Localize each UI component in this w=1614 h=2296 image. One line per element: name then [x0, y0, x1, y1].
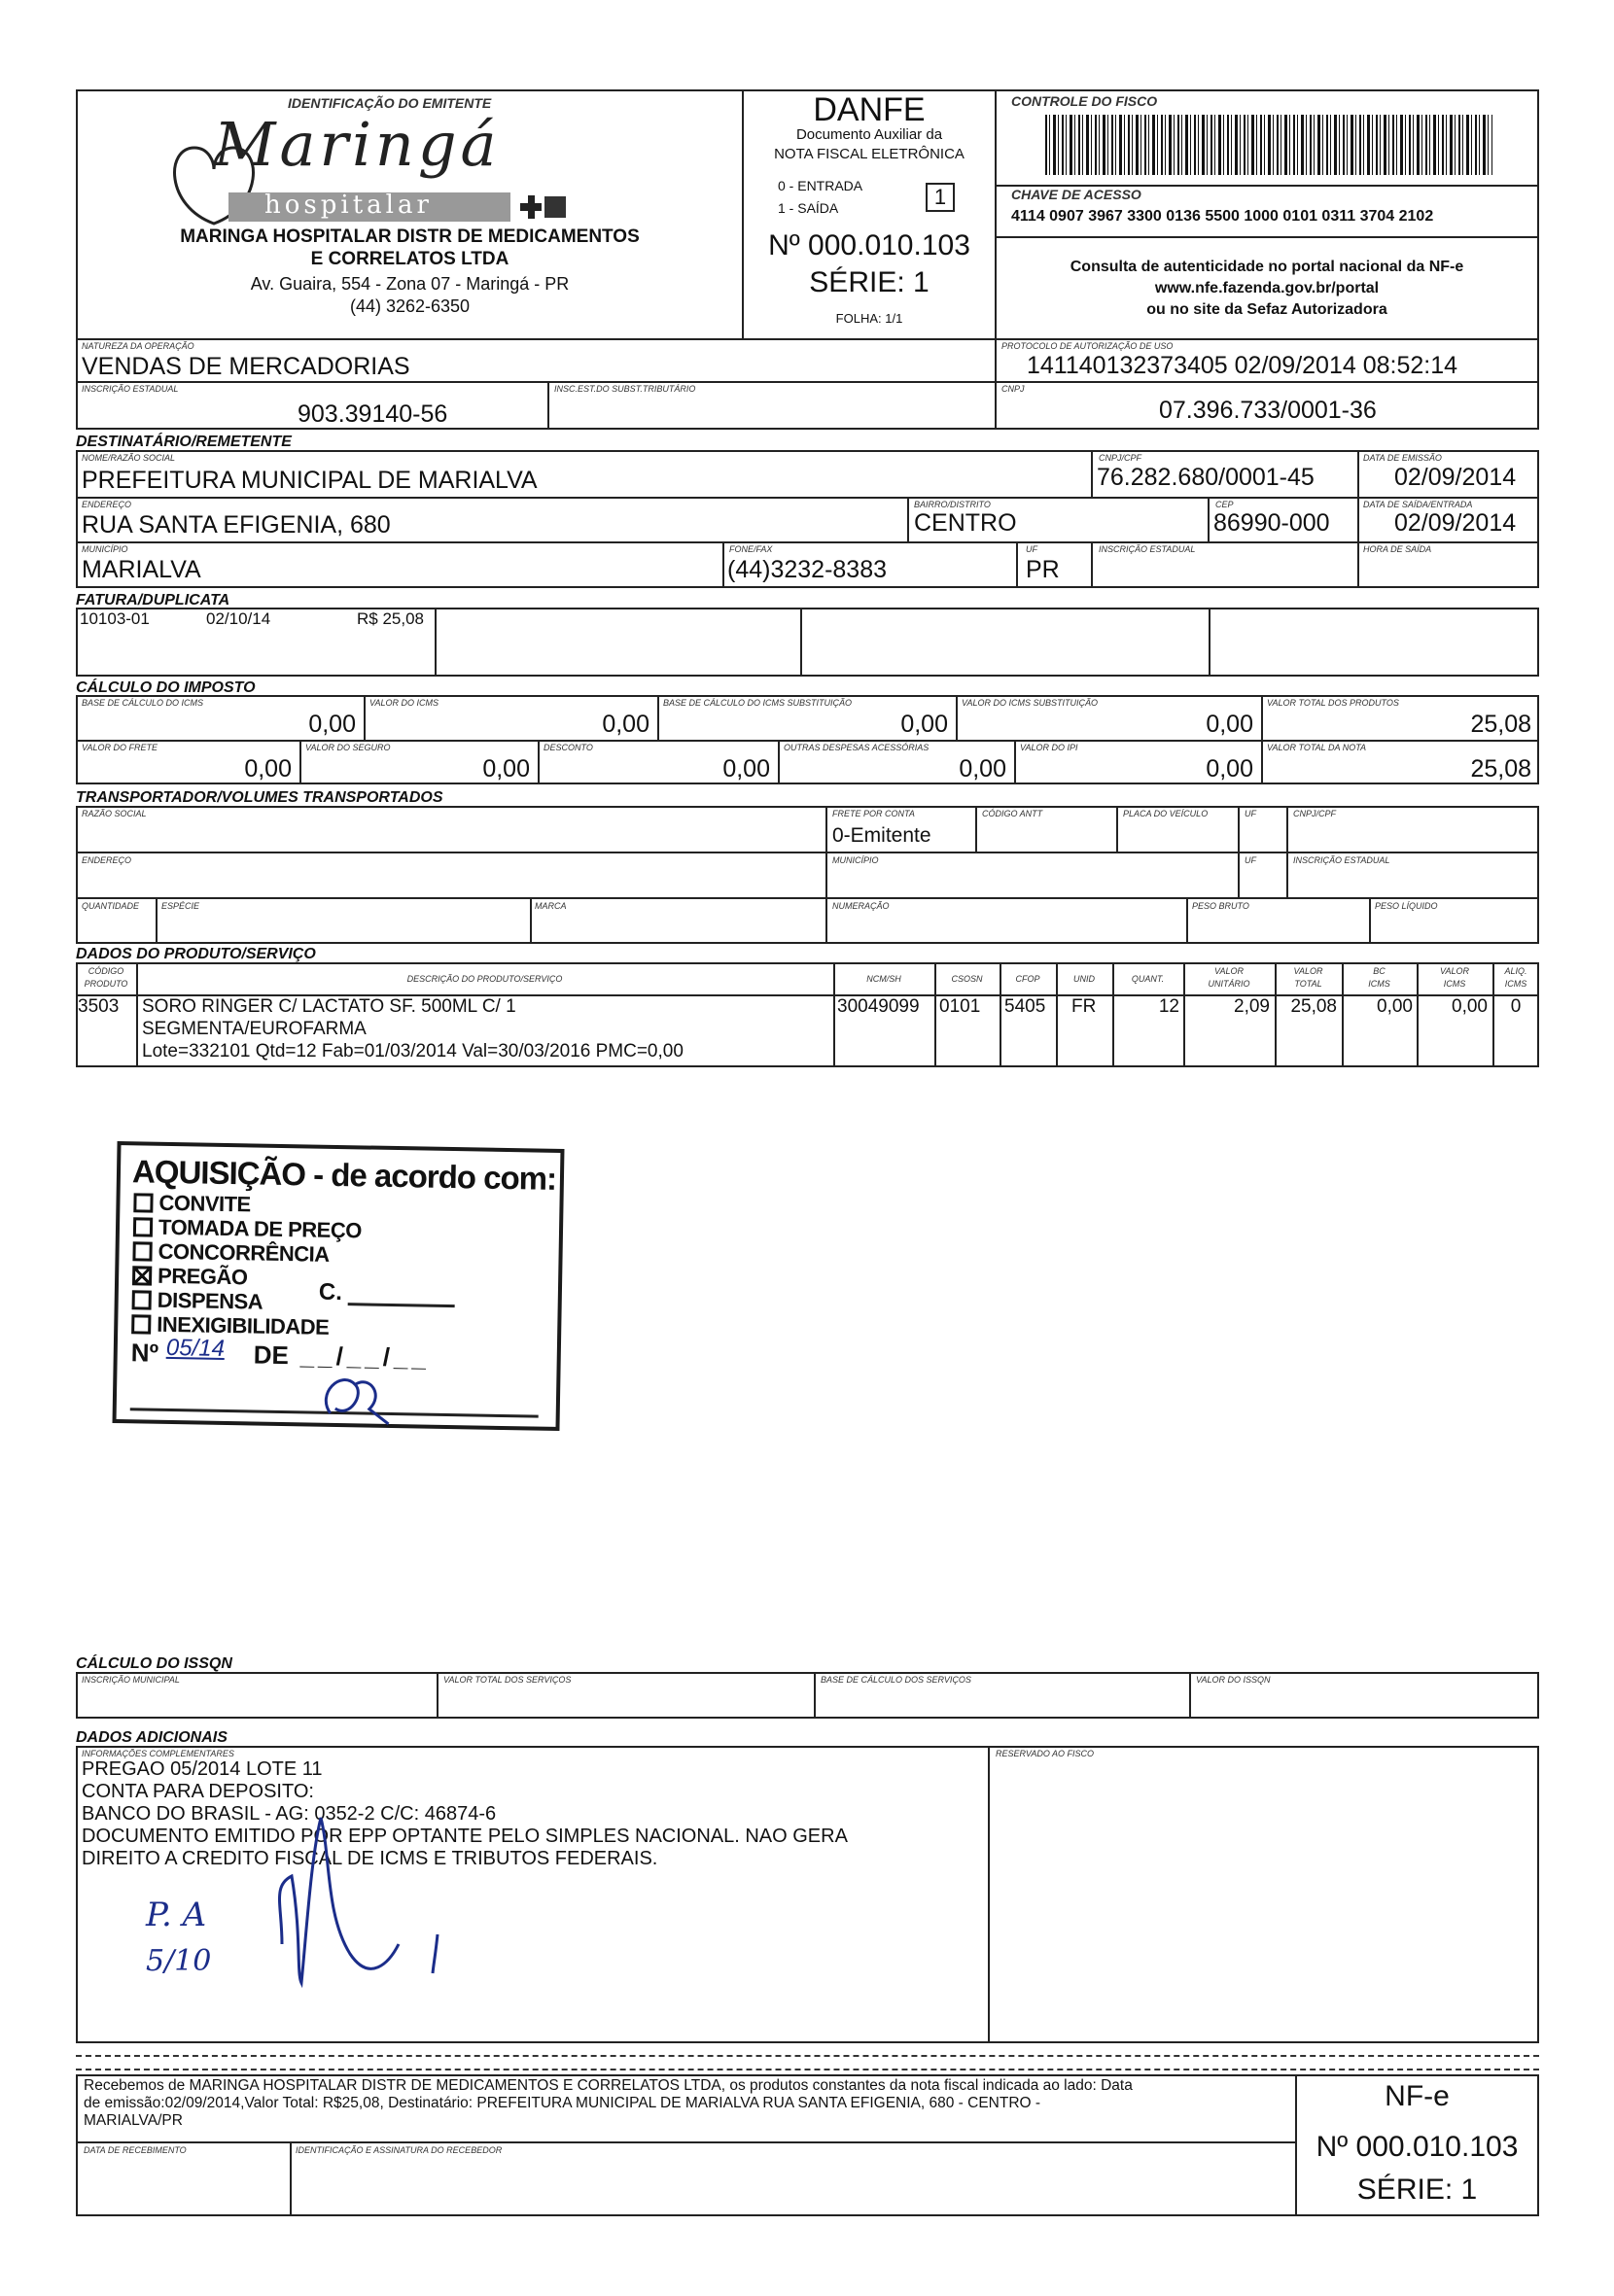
imposto-label: OUTRAS DESPESAS ACESSÓRIAS: [784, 743, 930, 752]
item-vtotal: 25,08: [1290, 996, 1337, 1017]
stamp-date-blanks: __/__/__: [299, 1340, 431, 1373]
info-line: BANCO DO BRASIL - AG: 0352-2 C/C: 46874-6: [82, 1803, 497, 1825]
issqn-col-vts: [437, 1672, 439, 1719]
danfe-sub2: NOTA FISCAL ELETRÔNICA: [774, 146, 965, 162]
dest-col-fone: [722, 541, 724, 588]
imposto-label: VALOR DO ICMS: [369, 698, 439, 708]
dest-cep-label: CEP: [1215, 500, 1234, 509]
item-bc: 0,00: [1377, 996, 1413, 1017]
dest-col-ie: [1091, 541, 1093, 588]
danfe-numero: Nº 000.010.103: [768, 229, 970, 261]
canhoto-assinatura-label: IDENTIFICAÇÃO E ASSINATURA DO RECEBEDOR: [296, 2145, 503, 2155]
issqn-bc-label: BASE DE CÁLCULO DOS SERVIÇOS: [821, 1675, 971, 1685]
h-quant: QUANT.: [1131, 974, 1165, 984]
transp-col-marca: [530, 897, 532, 944]
imposto-value: 0,00: [244, 755, 292, 783]
stamp-signature: [310, 1365, 399, 1440]
consulta-3: ou no site da Sefaz Autorizadora: [1146, 301, 1387, 318]
adicionais-divider: [988, 1746, 990, 2043]
h-aliq2: ICMS: [1504, 979, 1527, 989]
canhoto-col: [290, 2141, 292, 2216]
fatura-col-1: [435, 608, 437, 677]
canhoto-numero: Nº 000.010.103: [1316, 2131, 1519, 2163]
transp-row-line-1: [76, 852, 1539, 853]
natureza-label: NATUREZA DA OPERAÇÃO: [82, 341, 194, 351]
fatura-section: FATURA/DUPLICATA: [76, 592, 230, 609]
dest-nome-label: NOME/RAZÃO SOCIAL: [82, 453, 176, 463]
transp-col-frete: [825, 806, 827, 944]
dest-cnpj-label: CNPJ/CPF: [1099, 453, 1142, 463]
chave-value: 4114 0907 3967 3300 0136 5500 1000 0101 0311 3704 2102: [1011, 208, 1434, 225]
emitente-phone: (44) 3262-6350: [349, 296, 471, 316]
item-desc1: SORO RINGER C/ LACTATO SF. 500ML C/ 1: [142, 996, 516, 1017]
produtos-section: DADOS DO PRODUTO/SERVIÇO: [76, 946, 316, 962]
imposto-label: VALOR DO FRETE: [82, 743, 158, 752]
issqn-section: CÁLCULO DO ISSQN: [76, 1655, 232, 1672]
dest-col-cnpj: [1091, 450, 1093, 497]
h-aliq1: ALIQ.: [1504, 966, 1527, 976]
transp-col-bruto: [1186, 897, 1188, 944]
imposto-value: 25,08: [1470, 755, 1531, 783]
fatura-col-3: [1209, 608, 1210, 677]
item-ncm: 30049099: [837, 996, 920, 1017]
dest-row-line-2: [76, 541, 1539, 543]
transp-uf2-label: UF: [1245, 855, 1256, 865]
dest-fone: (44)3232-8383: [727, 556, 888, 583]
dest-emissao-label: DATA DE EMISSÃO: [1363, 453, 1442, 463]
imposto-label: VALOR TOTAL DOS PRODUTOS: [1267, 698, 1399, 708]
dest-hora-label: HORA DE SAÍDA: [1363, 544, 1432, 554]
dest-endereco: RUA SANTA EFIGENIA, 680: [82, 511, 391, 539]
info-line: DOCUMENTO EMITIDO POR EPP OPTANTE PELO SIMPLES NACIONAL. NAO GERA: [82, 1826, 848, 1847]
imposto-label: VALOR TOTAL DA NOTA: [1267, 743, 1367, 752]
transp-antt-label: CÓDIGO ANTT: [982, 809, 1043, 818]
issqn-vts-label: VALOR TOTAL DOS SERVIÇOS: [443, 1675, 572, 1685]
h-bc1: BC: [1373, 966, 1386, 976]
item-aliq: 0: [1510, 996, 1522, 1017]
imposto-value: 0,00: [959, 755, 1006, 783]
imposto-label: VALOR DO SEGURO: [305, 743, 391, 752]
dest-fone-label: FONE/FAX: [729, 544, 773, 554]
imposto-value: 0,00: [602, 711, 649, 738]
h-vtotal1: VALOR: [1293, 966, 1323, 976]
transp-col-liquido: [1369, 897, 1371, 944]
dest-cep: 86990-000: [1213, 509, 1330, 537]
transp-razao-label: RAZÃO SOCIAL: [82, 809, 147, 818]
danfe-serie: SÉRIE: 1: [809, 266, 930, 298]
cut-line-1: [76, 2055, 1539, 2057]
transp-municipio-label: MUNICÍPIO: [832, 855, 879, 865]
emitente-label: IDENTIFICAÇÃO DO EMITENTE: [288, 95, 492, 111]
imposto-label: DESCONTO: [544, 743, 593, 752]
checkbox-icon: [132, 1290, 152, 1309]
transp-liquido-label: PESO LÍQUIDO: [1375, 901, 1438, 911]
dest-municipio: MARIALVA: [82, 556, 201, 583]
controle-label: CONTROLE DO FISCO: [1011, 93, 1158, 109]
item-unid: FR: [1071, 996, 1097, 1017]
transp-numeracao-label: NUMERAÇÃO: [832, 901, 890, 911]
transp-frete: 0-Emitente: [832, 824, 931, 847]
stamp-options: [131, 1190, 362, 1339]
h-vicms2: ICMS: [1443, 979, 1466, 989]
transp-especie-label: ESPÉCIE: [161, 901, 200, 911]
h-codigo1: CÓDIGO: [88, 966, 124, 976]
natureza-value: VENDAS DE MERCADORIAS: [82, 353, 410, 380]
transp-col-placa: [1116, 806, 1118, 852]
dest-row-line-1: [76, 497, 1539, 499]
dest-col-cep: [1208, 497, 1210, 541]
dest-uf: PR: [1026, 556, 1060, 583]
info-label: INFORMAÇÕES COMPLEMENTARES: [82, 1749, 234, 1758]
fatura-box: [76, 608, 1539, 677]
imposto-label: BASE DE CÁLCULO DO ICMS: [82, 698, 204, 708]
h-cfop: CFOP: [1015, 974, 1040, 984]
issqn-v-label: VALOR DO ISSQN: [1196, 1675, 1271, 1685]
dest-col-emissao: [1357, 450, 1359, 588]
issqn-box: [76, 1672, 1539, 1719]
issqn-col-bc: [814, 1672, 816, 1719]
fatura-vencimento: 02/10/14: [206, 609, 271, 628]
stamp-option-label: PREGÃO: [157, 1263, 248, 1290]
dest-col-uf: [1016, 541, 1018, 588]
item-desc2: SEGMENTA/EUROFARMA: [142, 1019, 367, 1039]
consulta-1: Consulta de autenticidade no portal nacional da NF-e: [1070, 259, 1464, 275]
item-cfop: 5405: [1004, 996, 1046, 1017]
h-ncm: NCM/SH: [866, 974, 901, 984]
danfe-entrada: 0 - ENTRADA: [778, 178, 863, 193]
emitente-address: Av. Guaira, 554 - Zona 07 - Maringá - PR: [250, 274, 570, 294]
dest-ie-label: INSCRIÇÃO ESTADUAL: [1099, 544, 1196, 554]
h-descricao: DESCRIÇÃO DO PRODUTO/SERVIÇO: [406, 974, 563, 984]
danfe-saida: 1 - SAÍDA: [778, 200, 839, 216]
barcode: [1045, 115, 1492, 175]
info-lines: [82, 1758, 848, 1870]
item-desc3: Lote=332101 Qtd=12 Fab=01/03/2014 Val=30/03/2016 PMC=0,00: [142, 1041, 684, 1061]
stamp-c-line: [348, 1303, 455, 1307]
cnpj-label: CNPJ: [1001, 384, 1025, 394]
stamp-option-label: INEXIGIBILIDADE: [157, 1311, 330, 1339]
transp-frete-label: FRETE POR CONTA: [832, 809, 915, 818]
fatura-col-2: [800, 608, 802, 677]
transp-box: [76, 806, 1539, 944]
emitente-name-2: E CORRELATOS LTDA: [310, 249, 509, 269]
handwritten-signature: [243, 1798, 457, 1998]
info-line: PREGAO 05/2014 LOTE 11: [82, 1758, 323, 1780]
cnpj-value: 07.396.733/0001-36: [1159, 397, 1377, 424]
ie-label: INSCRIÇÃO ESTADUAL: [82, 384, 179, 394]
imposto-value: 0,00: [722, 755, 770, 783]
chave-label: CHAVE DE ACESSO: [1011, 187, 1141, 202]
protocolo-value: 141140132373405 02/09/2014 08:52:14: [1027, 352, 1458, 379]
transp-endereco-label: ENDEREÇO: [82, 855, 132, 865]
dest-col-bairro: [907, 497, 909, 541]
info-line: DIREITO A CREDITO FISCAL DE ICMS E TRIBUTOS FEDERAIS.: [82, 1848, 658, 1869]
canhoto-text-2: de emissão:02/09/2014,Valor Total: R$25,08, Destinatário: PREFEITURA MUNICIPAL DE MARIALVA RUA SANTA EFIGENIA, 680 - CENTRO -: [84, 2095, 1041, 2111]
destinatario-section: DESTINATÁRIO/REMETENTE: [76, 434, 292, 450]
ie-value: 903.39140-56: [298, 400, 448, 428]
transp-col-antt: [975, 806, 977, 852]
h-vtotal2: TOTAL: [1294, 979, 1322, 989]
checkbox-icon: [132, 1241, 152, 1261]
h-vunit2: UNITÁRIO: [1208, 979, 1250, 989]
consulta-2: www.nfe.fazenda.gov.br/portal: [1154, 280, 1380, 296]
dest-bairro: CENTRO: [914, 509, 1017, 537]
dest-emissao: 02/09/2014: [1394, 464, 1517, 491]
transp-marca-label: MARCA: [535, 901, 567, 911]
fatura-valor: R$ 25,08: [357, 609, 424, 628]
stamp-option-label: CONCORRÊNCIA: [158, 1238, 330, 1267]
dest-saida-label: DATA DE SAÍDA/ENTRADA: [1363, 500, 1473, 509]
h-unid: UNID: [1073, 974, 1095, 984]
transp-col-uf: [1238, 806, 1240, 897]
h-vicms1: VALOR: [1439, 966, 1469, 976]
imposto-section: CÁLCULO DO IMPOSTO: [76, 679, 256, 696]
imposto-label: BASE DE CÁLCULO DO ICMS SUBSTITUIÇÃO: [663, 698, 853, 708]
transp-ie-label: INSCRIÇÃO ESTADUAL: [1293, 855, 1390, 865]
imposto-value: 0,00: [482, 755, 530, 783]
danfe-title: DANFE: [813, 91, 926, 128]
canhoto-text-3: MARIALVA/PR: [84, 2112, 183, 2129]
item-quant: 12: [1158, 996, 1179, 1017]
h-csosn: CSOSN: [951, 974, 983, 984]
iest-label: INSC.EST.DO SUBST.TRIBUTÁRIO: [554, 384, 696, 394]
transp-placa-label: PLACA DO VEÍCULO: [1123, 809, 1209, 818]
canhoto-data-label: DATA DE RECEBIMENTO: [84, 2145, 187, 2155]
stamp-option-label: TOMADA DE PREÇO: [158, 1214, 363, 1243]
checkbox-icon: [131, 1314, 151, 1334]
imposto-value: 0,00: [308, 711, 356, 738]
danfe-folha: FOLHA: 1/1: [835, 311, 903, 326]
cut-line-2: [76, 2069, 1539, 2070]
stamp-option-label: DISPENSA: [157, 1287, 263, 1314]
canhoto-nfe: NF-e: [1385, 2080, 1450, 2112]
h-vunit1: VALOR: [1213, 966, 1244, 976]
transp-row-line-2: [76, 897, 1539, 899]
logo-script: Maringá: [214, 109, 501, 180]
item-vunit: 2,09: [1234, 996, 1270, 1017]
transp-qtd-label: QUANTIDADE: [82, 901, 140, 911]
canhoto-serie: SÉRIE: 1: [1356, 2174, 1478, 2206]
dest-bairro-label: BAIRRO/DISTRITO: [914, 500, 991, 509]
transp-cnpj-label: CNPJ/CPF: [1293, 809, 1337, 818]
checkbox-icon: [133, 1217, 153, 1236]
dest-endereco-label: ENDEREÇO: [82, 500, 132, 509]
dest-nome: PREFEITURA MUNICIPAL DE MARIALVA: [82, 467, 538, 494]
transp-uf-label: UF: [1245, 809, 1256, 818]
item-csosn: 0101: [939, 996, 981, 1017]
stamp-de-label: DE: [253, 1339, 290, 1371]
item-codigo: 3503: [78, 996, 120, 1017]
stamp-numero-label: Nº: [130, 1338, 159, 1368]
transportador-section: TRANSPORTADOR/VOLUMES TRANSPORTADOS: [76, 789, 443, 806]
info-line: CONTA PARA DEPOSITO:: [82, 1781, 314, 1802]
stamp-title: AQUISIÇÃO - de acordo com:: [131, 1153, 557, 1197]
transp-col-especie: [156, 897, 158, 944]
logo-sub: hospitalar: [264, 191, 433, 220]
item-vicms: 0,00: [1452, 996, 1488, 1017]
issqn-im-label: INSCRIÇÃO MUNICIPAL: [82, 1675, 180, 1685]
imposto-value: 0,00: [1206, 711, 1253, 738]
imposto-value: 0,00: [1206, 755, 1253, 783]
dest-cnpj: 76.282.680/0001-45: [1097, 464, 1315, 491]
danfe-sub1: Documento Auxiliar da: [795, 126, 943, 143]
imposto-label: VALOR DO ICMS SUBSTITUIÇÃO: [962, 698, 1099, 708]
checkbox-icon: [133, 1193, 153, 1212]
emitente-name-1: MARINGA HOSPITALAR DISTR DE MEDICAMENTOS: [180, 226, 640, 247]
handwritten-note-1: P. A: [146, 1896, 207, 1934]
canhoto-row-line: [76, 2141, 1297, 2143]
stamp-option-label: CONVITE: [158, 1190, 251, 1217]
imposto-value: 25,08: [1470, 711, 1531, 738]
imposto-value: 0,00: [900, 711, 948, 738]
dest-municipio-label: MUNICÍPIO: [82, 544, 128, 554]
h-bc2: ICMS: [1368, 979, 1390, 989]
stamp-c-label: C.: [318, 1278, 343, 1306]
handwritten-note-2: 5/10: [146, 1944, 212, 1978]
transp-bruto-label: PESO BRUTO: [1192, 901, 1249, 911]
checked-box-icon: [132, 1266, 152, 1285]
imposto-label: VALOR DO IPI: [1020, 743, 1078, 752]
issqn-col-v: [1189, 1672, 1191, 1719]
fisco-reserved-label: RESERVADO AO FISCO: [996, 1749, 1095, 1758]
transp-col-cnpj: [1286, 806, 1288, 897]
consulta-divider: [995, 236, 1539, 238]
danfe-tipo: 1: [926, 183, 955, 212]
adicionais-section: DADOS ADICIONAIS: [76, 1729, 228, 1746]
stamp-numero: 05/14: [165, 1334, 226, 1362]
protocolo-label: PROTOCOLO DE AUTORIZAÇÃO DE USO: [1001, 341, 1174, 351]
dest-saida: 02/09/2014: [1394, 509, 1517, 537]
fatura-numero: 10103-01: [80, 609, 150, 628]
imposto-row-line: [76, 740, 1539, 742]
h-codigo2: PRODUTO: [84, 979, 128, 989]
canhoto-text-1: Recebemos de MARINGA HOSPITALAR DISTR DE MEDICAMENTOS E CORRELATOS LTDA, os produtos constantes da nota fiscal indicada ao lado: Data: [84, 2077, 1133, 2094]
acquisition-stamp: [113, 1141, 565, 1431]
dest-uf-label: UF: [1026, 544, 1037, 554]
